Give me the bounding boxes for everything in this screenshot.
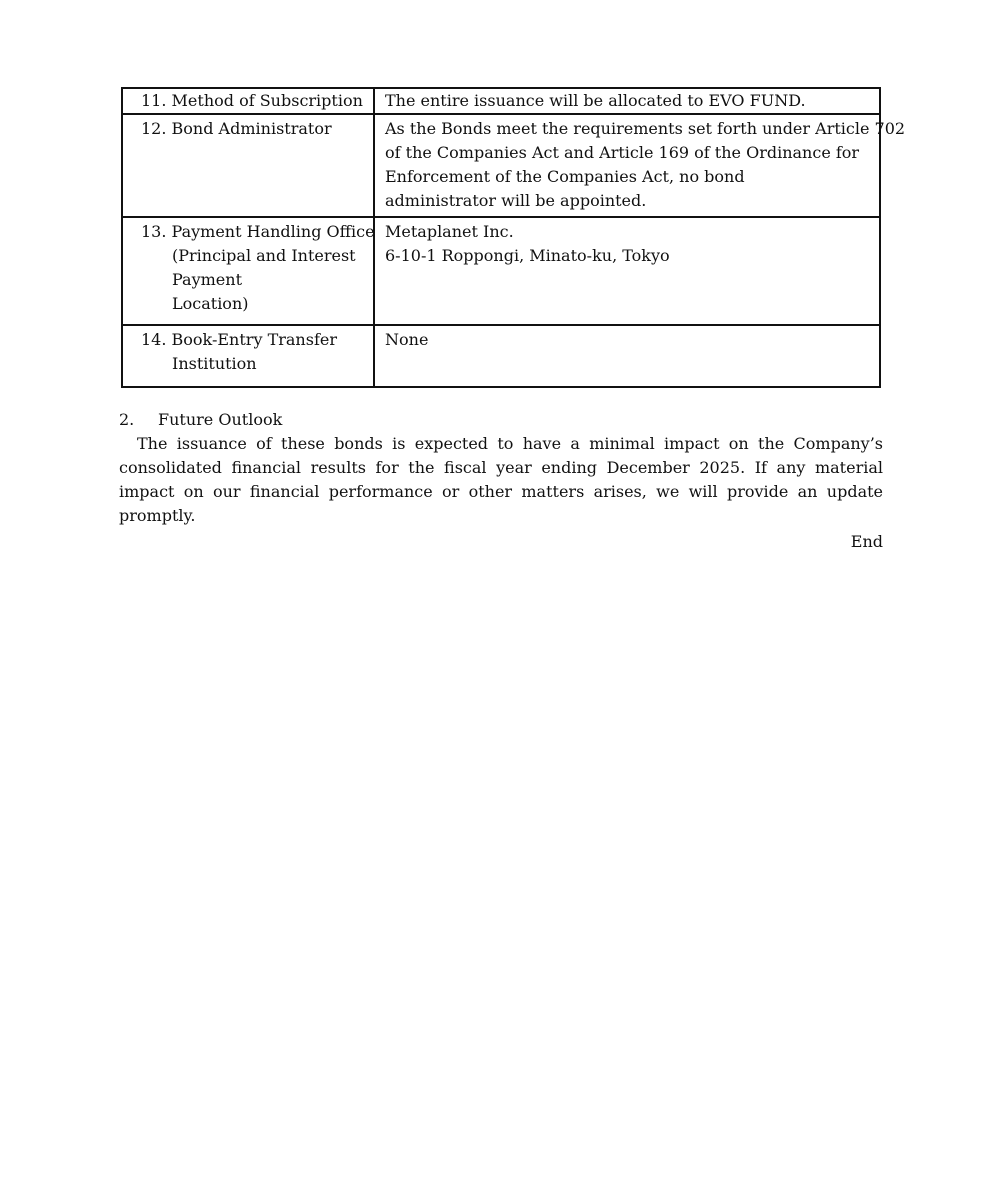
section-title: Future Outlook xyxy=(158,410,283,429)
term-value-cell xyxy=(374,217,880,325)
term-label-continuation: Location) xyxy=(172,294,249,313)
table-row xyxy=(122,217,880,325)
term-value: The entire issuance will be allocated to EVO FUND. xyxy=(385,91,806,110)
section-heading xyxy=(119,408,883,432)
term-label-continuation: Institution xyxy=(172,354,257,373)
term-label: 14. Book-Entry Transfer xyxy=(141,330,337,349)
term-value-cell xyxy=(374,114,906,217)
term-value-line: Enforcement of the Companies Act, no bond xyxy=(385,167,745,186)
company-name: Metaplanet Inc. xyxy=(385,222,514,241)
end-mark: End xyxy=(850,532,883,551)
term-value-line: As the Bonds meet the requirements set forth under Article 702 xyxy=(385,119,906,138)
term-label-cell xyxy=(122,114,374,217)
term-label-cell xyxy=(122,88,374,114)
term-label: 13. Payment Handling Office xyxy=(141,222,375,241)
term-value-cell xyxy=(374,88,880,114)
term-label-continuation: (Principal and Interest xyxy=(172,246,356,265)
section-body-paragraph: The issuance of these bonds is expected to have a minimal impact on the Company’s consolidated financial results for the fiscal year ending December 2025. If any material impact on our financial performance or other matters arises, we will provide an update promptly. xyxy=(119,434,883,525)
term-value: None xyxy=(385,330,429,349)
table-row xyxy=(122,325,880,387)
table-row xyxy=(122,114,880,217)
term-label-cell xyxy=(122,325,374,387)
term-value-line: of the Companies Act and Article 169 of the Ordinance for xyxy=(385,143,860,162)
term-value-cell xyxy=(374,325,880,387)
table-row xyxy=(122,88,880,114)
bond-terms-table xyxy=(121,87,906,388)
term-label-cell xyxy=(122,217,374,325)
term-label: 12. Bond Administrator xyxy=(141,119,332,138)
future-outlook-section xyxy=(119,408,883,528)
term-label-continuation: Payment xyxy=(172,270,242,289)
section-number: 2. xyxy=(119,410,135,429)
company-address: 6-10-1 Roppongi, Minato-ku, Tokyo xyxy=(385,246,670,265)
term-value-line: administrator will be appointed. xyxy=(385,191,647,210)
term-label: 11. Method of Subscription xyxy=(141,91,363,110)
